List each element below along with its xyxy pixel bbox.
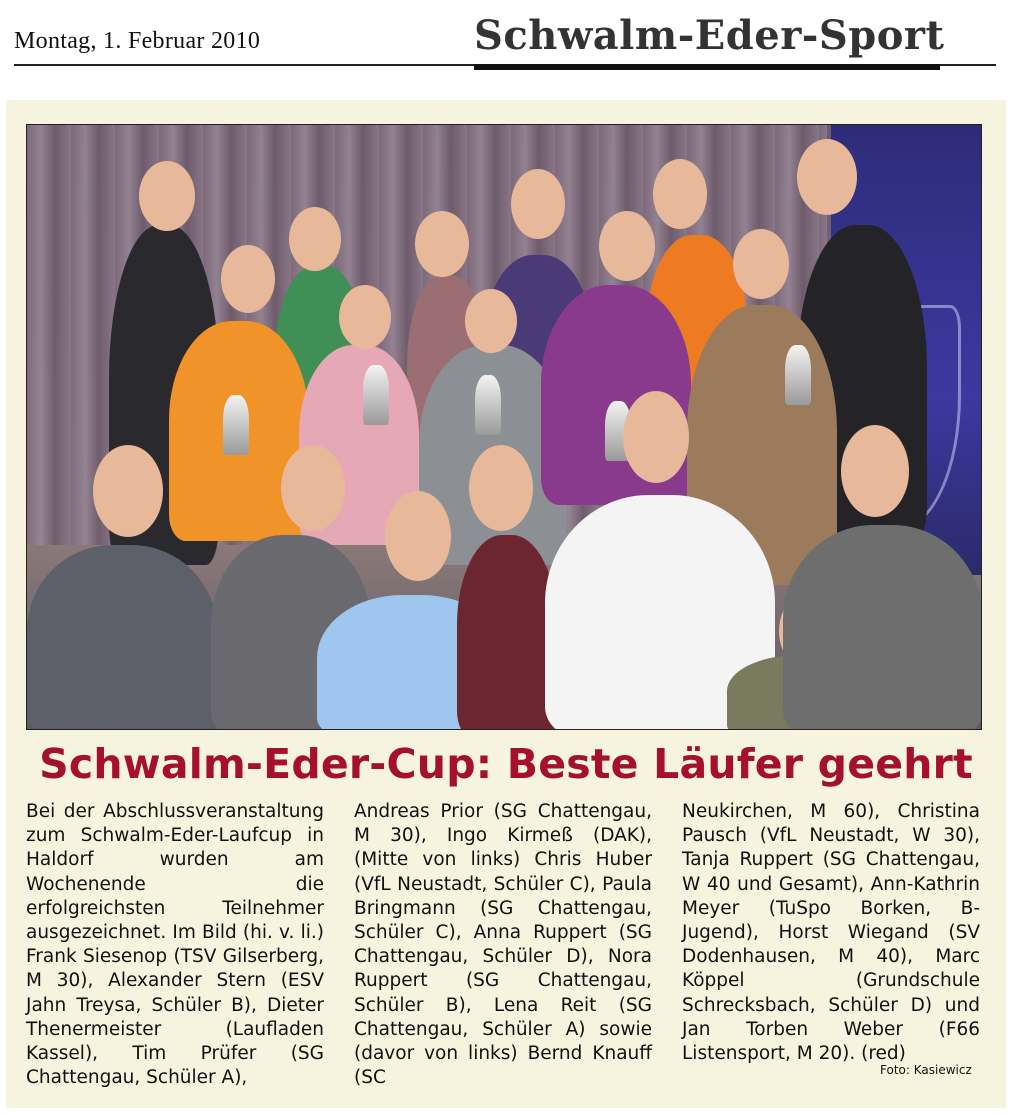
masthead-rule-left [14,64,474,66]
photo-face [511,169,565,239]
photo-face [841,425,909,517]
photo-face [139,161,195,231]
photo-face [469,445,533,531]
photo-person [27,545,217,730]
photo-face [415,211,469,277]
photo-face [93,445,163,537]
issue-date: Montag, 1. Februar 2010 [14,28,261,54]
photo-face [653,159,707,229]
article-column-2: Andreas Prior (SG Chattengau, M 30), Ingo Kirmeß (DAK), (Mitte von links) Chris Huber (VfL Neustadt, Schüler C), Paula Bringmann (SG Chattengau, Schüler C), Anna Ruppert (SG Chattengau, Schüler D), Nora Ruppert (SG Chattengau, Schüler B), Lena Reit (SG Chattengau, Schüler A) sowie (davor von links) Bernd Knauff (SC [354,801,652,1089]
trophy [785,345,811,405]
article-body [26,800,988,1090]
article-headline: Schwalm-Eder-Cup: Beste Läufer geehrt [39,740,973,788]
section-title: Schwalm-Eder-Sport [474,12,945,59]
photo-face [221,245,275,313]
article-column-3: Neukirchen, M 60), Christina Pausch (VfL Neustadt, W 30), Tanja Ruppert (SG Chattengau, W 40 und Gesamt), Ann-Kathrin Meyer (TuSpo Borken, B-Jugend), Horst Wiegand (SV Dodenhausen, M 40), Marc Köppel (Grundschule Schrecksbach, Schüler D) und Jan Torben Weber (F66 Listensport, M 20). (red) [682,801,980,1065]
photo-face [339,285,391,349]
photo-face [281,445,345,531]
photo-credit: Foto: Kasiewicz [880,1063,972,1077]
photo-face [385,491,451,581]
masthead-rule-thin [940,64,996,66]
trophy [363,365,389,425]
masthead-rule-thick [474,64,940,70]
photo-face [599,211,655,281]
photo-person [783,525,982,730]
photo-face [465,289,517,353]
group-photo [26,124,982,730]
photo-face [797,139,857,215]
masthead [0,0,1024,80]
photo-face [289,207,341,271]
trophy [475,375,501,435]
article-column-1: Bei der Abschlussveranstaltung zum Schwalm-Eder-Laufcup in Haldorf wurden am Wochenende die erfolgreichsten Teilnehmer ausgezeichnet. Im Bild (hi. v. li.) Frank Siesenop (TSV Gilserberg, M 30), Alexander Stern (ESV Jahn Treysa, Schüler B), Dieter Thenermeister (Laufladen Kassel), Tim Prüfer (SG Chattengau, Schüler A), [26,801,324,1089]
photo-face [733,229,789,299]
photo-person [457,535,557,730]
photo-face [623,391,689,483]
trophy [223,395,249,455]
